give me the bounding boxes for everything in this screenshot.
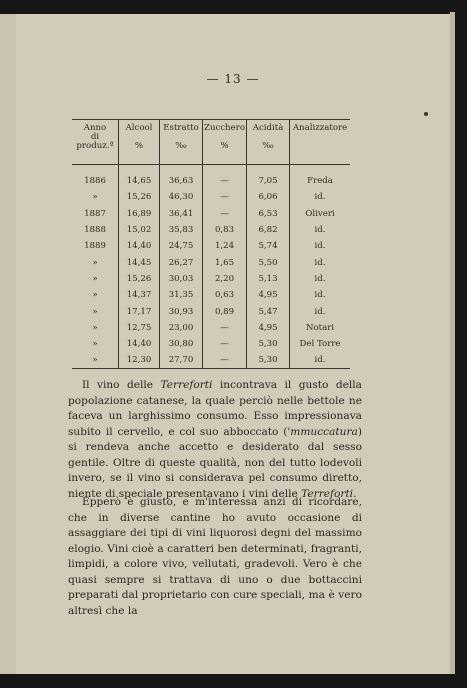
table-row: 1886 14,65 36,63 — 7,05 Freda — [72, 165, 350, 190]
header-alcool: Alcool % — [119, 120, 160, 165]
table-row: » 15,26 30,03 2,20 5,13 id. — [72, 271, 350, 287]
table-bottom-rule — [72, 368, 350, 369]
table-row: » 15,26 46,30 — 6,06 id. — [72, 189, 350, 205]
right-page-edge — [450, 12, 455, 674]
table-row: 1889 14,40 24,75 1,24 5,74 id. — [72, 238, 350, 254]
ink-speck — [424, 112, 428, 116]
paragraph-vini-liquorosi: Epperò è giusto, e m'interessa anzi di ricordare, che in diverse cantine ho avuto occasione di assaggiare dei tipi di vini liquorosi degni del massimo elogio. Vini cioè a caratteri ben determinati, fragranti, limpidi, a colore vivo, vellutati, gradevoli. Vero è che quasi sempre si trattava di uno o due bottaccini preparati dal proprietario con cure speciali, ma è vero altresì che la — [68, 496, 362, 617]
table-row: » 14,45 26,27 1,65 5,50 id. — [72, 254, 350, 270]
header-zucchero: Zucchero % — [203, 120, 247, 165]
header-anno: Anno di produz.ª — [72, 120, 119, 165]
header-acidita: Acidità ‰ — [247, 120, 290, 165]
header-estratto: Estratto ‰ — [160, 120, 203, 165]
header-analizzatore: Analizzatore — [290, 120, 350, 165]
table-row: 1887 16,89 36,41 — 6,53 Oliveri — [72, 206, 350, 222]
wine-analysis-table — [72, 120, 350, 369]
table-header-row — [72, 120, 350, 165]
table-row: » 12,30 27,70 — 5,30 id. — [72, 352, 350, 368]
table-row: » 14,37 31,35 0,63 4,95 id. — [72, 287, 350, 303]
table-row: » 14,40 30,80 — 5,30 Del Torre — [72, 336, 350, 352]
table-row: 1888 15,02 35,83 0,83 6,82 id. — [72, 222, 350, 238]
page-number: — 13 — — [206, 72, 260, 86]
table-row: » 12,75 23,00 — 4,95 Notari — [72, 320, 350, 336]
paragraph-terreforti: Il vino delle Terreforti incontrava il gusto della popolazione catanese, la quale perciò nelle bettole ne faceva un larghissimo consumo. Esso impressionava subito il cervello, e col suo abboccato ('mmuccatura) si rendeva anche accetto e desiderato dal sesso gentile. Oltre di queste qualità, non del tutto lodevoli invero, se il vino si considerava pel consumo diretto, niente di speciale presentavano i vini delle Terreforti. — [68, 379, 362, 500]
table-row: » 17,17 30,93 0,89 5,47 id. — [72, 303, 350, 319]
book-page — [16, 14, 450, 674]
